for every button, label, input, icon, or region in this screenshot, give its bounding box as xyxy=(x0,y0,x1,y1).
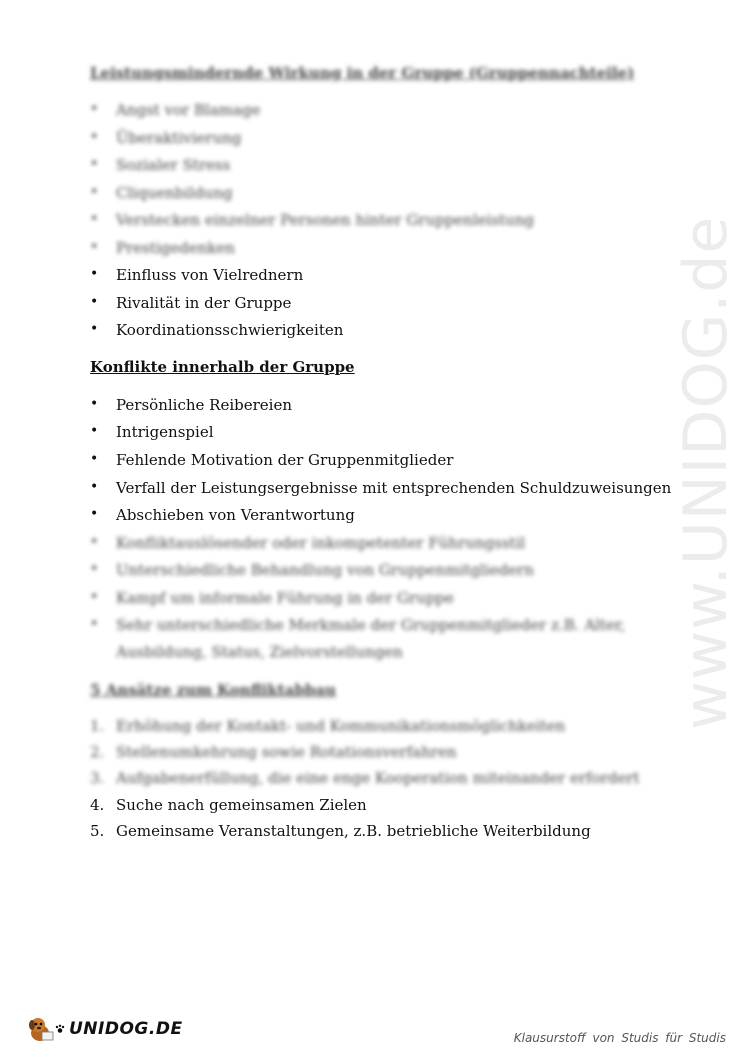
paw-icon xyxy=(55,1024,65,1034)
section-heading-konflikte: Konflikte innerhalb der Gruppe xyxy=(90,358,355,376)
footer-tagline: Klausurstoff von Studis für Studis xyxy=(513,1031,726,1045)
unidog-logo xyxy=(25,1014,183,1044)
logo-text: UNIDOG.DE xyxy=(69,1019,183,1039)
section-heading-gruppennachteile: Leistungsmindernde Wirkung in der Gruppe (Gruppennachteile) xyxy=(90,64,635,82)
section-heading-konfliktabbau: 5 Ansätze zum Konfliktabbau xyxy=(90,681,336,699)
watermark: www.UNIDOG.de xyxy=(671,215,741,730)
dog-mascot-icon xyxy=(25,1014,55,1044)
